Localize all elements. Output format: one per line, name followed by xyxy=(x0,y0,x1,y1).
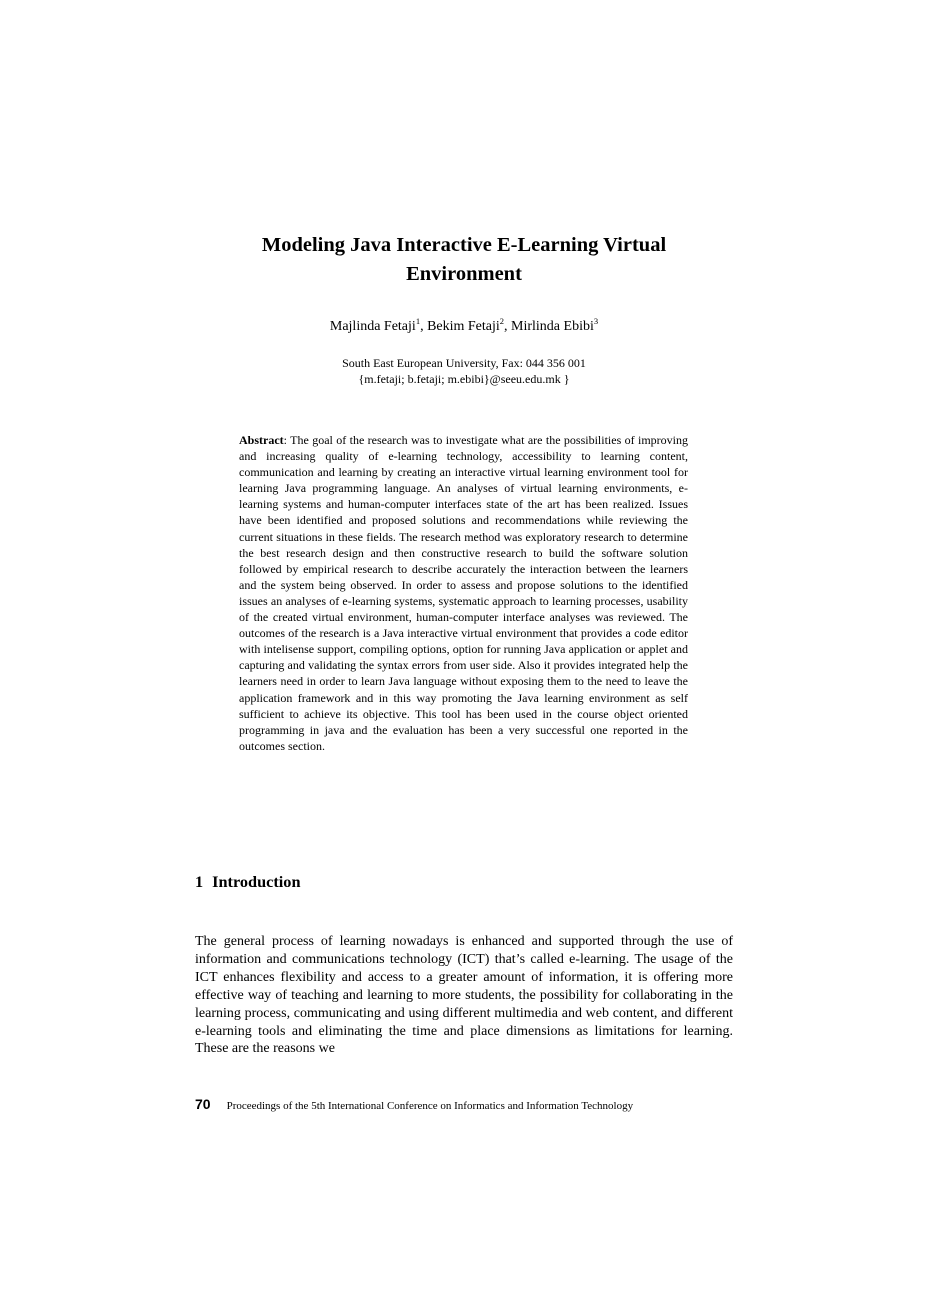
author-name: Mirlinda Ebibi xyxy=(511,319,594,334)
abstract-text: : The goal of the research was to investigate what are the possibilities of improving and increasing quality of e-learning technology, accessibility to learning content, communication and learning by creating an interactive virtual learning environment tool for learning Java programming language. An analyses of virtual learning environments, e-learning systems and human-computer interfaces state of the art has been realized. Issues have been identified and proposed solutions and recommendations while reviewing the current situations in these fields. The research method was exploratory research to determine the best research design and then constructive research to build the software solution followed by empirical research to describe accurately the interaction between the learners and the system being observed. In order to assess and propose solutions to the identified issues an analyses of e-learning systems, systematic approach to learning processes, usability of the created virtual environment, human-computer interface analyses was reviewed. The outcomes of the research is a Java interactive virtual environment that provides a code editor with intelisense support, compiling options, option for running Java application or applet and capturing and validating the syntax errors from user side. Also it provides integrated help the learners need in order to learn Java language without exposing them to the need to leave the application framework and in this way promoting the Java learning environment as self sufficient to achieve its objective. This tool has been used in the course object oriented programming in java and the evaluation has been a very successful one reported in the outcomes section. xyxy=(239,433,688,753)
author-emails: {m.fetaji; b.fetaji; m.ebibi}@seeu.edu.mk } xyxy=(358,372,570,386)
affiliation-line: South East European University, Fax: 044 356 001 xyxy=(342,356,586,370)
author-name: Majlinda Fetaji xyxy=(329,319,416,334)
affiliation-block xyxy=(230,355,698,387)
paper-title-line-2: Environment xyxy=(406,263,522,285)
abstract-label: Abstract xyxy=(239,433,284,447)
author-affiliation-mark: 2 xyxy=(499,316,505,326)
paper-title xyxy=(230,231,698,289)
page-footer xyxy=(195,1095,735,1115)
author-affiliation-mark: 3 xyxy=(593,316,599,326)
author-affiliation-mark: 1 xyxy=(415,316,421,326)
section-number: 1 xyxy=(195,872,204,891)
author-separator: , xyxy=(504,319,512,334)
section-title: Introduction xyxy=(212,872,301,891)
author-list xyxy=(230,318,698,336)
section-heading-introduction xyxy=(195,871,735,893)
abstract xyxy=(239,432,688,754)
author-name: Bekim Fetaji xyxy=(427,319,500,334)
introduction-paragraph: The general process of learning nowadays is enhanced and supported through the use of information and communications technology (ICT) that’s called e-learning. The usage of the ICT enhances flexibility and access to a greater amount of information, it is offering more effective way of teaching and learning to more students, the possibility for collaborating in the learning process, communicating and using different multimedia and web content, and different e-learning tools and eliminating the time and place dimensions as limitations for learning. These are the reasons we xyxy=(195,934,733,1057)
footer-proceedings-text: Proceedings of the 5th International Conference on Informatics and Information Technology xyxy=(226,1100,634,1112)
author-separator: , xyxy=(420,319,428,334)
paper-title-line-1: Modeling Java Interactive E-Learning Virtual xyxy=(261,234,667,256)
page-number: 70 xyxy=(195,1096,211,1112)
